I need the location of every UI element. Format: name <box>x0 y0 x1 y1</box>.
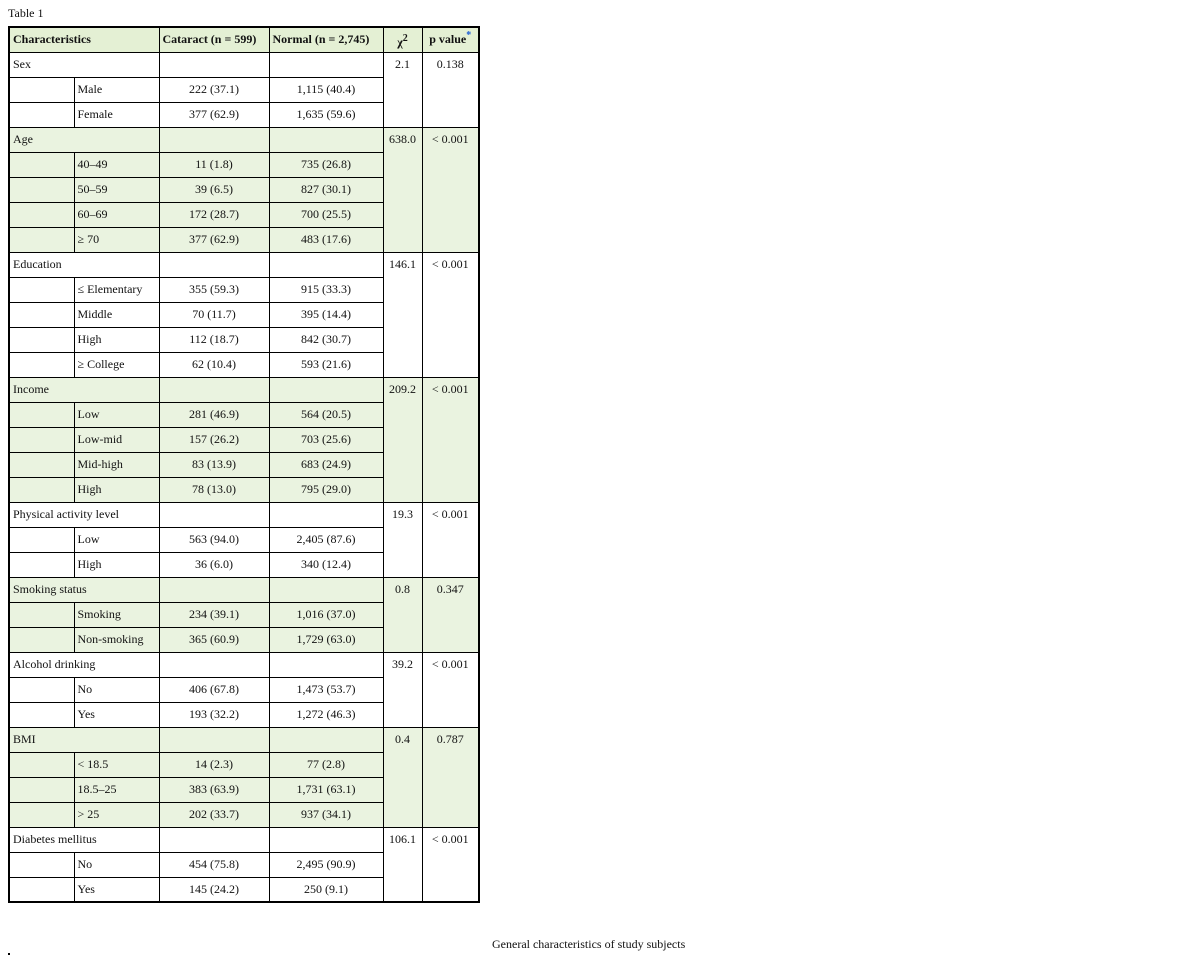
cataract-count: 281 (46.9) <box>159 402 269 427</box>
empty-cell <box>269 652 383 677</box>
group-row <box>9 52 479 77</box>
subcategory-label: High <box>74 477 159 502</box>
cataract-count: 83 (13.9) <box>159 452 269 477</box>
p-value: < 0.001 <box>422 652 479 727</box>
empty-cell <box>159 827 269 852</box>
cataract-count: 157 (26.2) <box>159 427 269 452</box>
normal-count: 915 (33.3) <box>269 277 383 302</box>
chi-square-value: 146.1 <box>383 252 422 377</box>
p-value-label: p value <box>429 32 467 46</box>
normal-count: 77 (2.8) <box>269 752 383 777</box>
normal-count: 1,473 (53.7) <box>269 677 383 702</box>
indent-cell <box>9 852 74 877</box>
cataract-count: 222 (37.1) <box>159 77 269 102</box>
cataract-count: 365 (60.9) <box>159 627 269 652</box>
normal-count: 1,635 (59.6) <box>269 102 383 127</box>
cataract-count: 406 (67.8) <box>159 677 269 702</box>
cataract-count: 36 (6.0) <box>159 552 269 577</box>
subcategory-label: Non-smoking <box>74 627 159 652</box>
normal-count: 937 (34.1) <box>269 802 383 827</box>
cataract-count: 11 (1.8) <box>159 152 269 177</box>
subcategory-label: Low <box>74 527 159 552</box>
indent-cell <box>9 302 74 327</box>
empty-cell <box>269 52 383 77</box>
cataract-count: 78 (13.0) <box>159 477 269 502</box>
subcategory-label: ≥ College <box>74 352 159 377</box>
subcategory-label: ≥ 70 <box>74 227 159 252</box>
group-label: Smoking status <box>9 577 159 602</box>
header-normal: Normal (n = 2,745) <box>269 27 383 52</box>
cataract-count: 383 (63.9) <box>159 777 269 802</box>
header-characteristics: Characteristics <box>9 27 159 52</box>
group-label: Diabetes mellitus <box>9 827 159 852</box>
subcategory-label: Smoking <box>74 602 159 627</box>
normal-count: 735 (26.8) <box>269 152 383 177</box>
cataract-count: 70 (11.7) <box>159 302 269 327</box>
cataract-count: 193 (32.2) <box>159 702 269 727</box>
table-caption: General characteristics of study subjects <box>492 937 686 951</box>
cataract-count: 62 (10.4) <box>159 352 269 377</box>
indent-cell <box>9 777 74 802</box>
page-dot <box>8 953 10 955</box>
group-label: Age <box>9 127 159 152</box>
subcategory-label: Low-mid <box>74 427 159 452</box>
group-label: BMI <box>9 727 159 752</box>
cataract-count: 202 (33.7) <box>159 802 269 827</box>
normal-count: 250 (9.1) <box>269 877 383 902</box>
p-value: < 0.001 <box>422 502 479 577</box>
indent-cell <box>9 552 74 577</box>
header-row <box>9 27 479 52</box>
normal-count: 703 (25.6) <box>269 427 383 452</box>
cataract-count: 112 (18.7) <box>159 327 269 352</box>
subcategory-label: High <box>74 327 159 352</box>
indent-cell <box>9 627 74 652</box>
indent-cell <box>9 227 74 252</box>
normal-count: 842 (30.7) <box>269 327 383 352</box>
normal-count: 564 (20.5) <box>269 402 383 427</box>
subcategory-label: No <box>74 852 159 877</box>
chi-square-value: 19.3 <box>383 502 422 577</box>
p-value: < 0.001 <box>422 377 479 502</box>
subcategory-label: Low <box>74 402 159 427</box>
cataract-count: 39 (6.5) <box>159 177 269 202</box>
cataract-count: 14 (2.3) <box>159 752 269 777</box>
chi-square-value: 0.8 <box>383 577 422 652</box>
normal-count: 827 (30.1) <box>269 177 383 202</box>
cataract-count: 172 (28.7) <box>159 202 269 227</box>
empty-cell <box>159 727 269 752</box>
empty-cell <box>159 252 269 277</box>
empty-cell <box>159 652 269 677</box>
indent-cell <box>9 752 74 777</box>
subcategory-label: High <box>74 552 159 577</box>
subcategory-label: ≤ Elementary <box>74 277 159 302</box>
chi-square-value: 106.1 <box>383 827 422 902</box>
chi-square-value: 209.2 <box>383 377 422 502</box>
table-body <box>9 52 479 902</box>
header-p-value <box>422 27 479 52</box>
subcategory-label: > 25 <box>74 802 159 827</box>
normal-count: 593 (21.6) <box>269 352 383 377</box>
indent-cell <box>9 702 74 727</box>
subcategory-label: Male <box>74 77 159 102</box>
chi-square-value: 0.4 <box>383 727 422 827</box>
table-label: Table 1 <box>8 6 44 20</box>
indent-cell <box>9 202 74 227</box>
subcategory-label: Middle <box>74 302 159 327</box>
group-row <box>9 827 479 852</box>
p-value: < 0.001 <box>422 127 479 252</box>
normal-count: 1,729 (63.0) <box>269 627 383 652</box>
chi-square-value: 2.1 <box>383 52 422 127</box>
normal-count: 2,405 (87.6) <box>269 527 383 552</box>
normal-count: 483 (17.6) <box>269 227 383 252</box>
characteristics-table <box>8 26 480 903</box>
chi-superscript: 2 <box>402 33 408 44</box>
cataract-count: 355 (59.3) <box>159 277 269 302</box>
normal-count: 2,495 (90.9) <box>269 852 383 877</box>
indent-cell <box>9 152 74 177</box>
cataract-count: 377 (62.9) <box>159 102 269 127</box>
indent-cell <box>9 402 74 427</box>
indent-cell <box>9 802 74 827</box>
normal-count: 683 (24.9) <box>269 452 383 477</box>
normal-count: 700 (25.5) <box>269 202 383 227</box>
group-row <box>9 652 479 677</box>
normal-count: 1,731 (63.1) <box>269 777 383 802</box>
indent-cell <box>9 477 74 502</box>
header-cataract: Cataract (n = 599) <box>159 27 269 52</box>
indent-cell <box>9 177 74 202</box>
group-row <box>9 252 479 277</box>
indent-cell <box>9 352 74 377</box>
empty-cell <box>269 827 383 852</box>
indent-cell <box>9 452 74 477</box>
empty-cell <box>269 377 383 402</box>
p-value: 0.138 <box>422 52 479 127</box>
subcategory-label: 60–69 <box>74 202 159 227</box>
normal-count: 395 (14.4) <box>269 302 383 327</box>
group-label: Education <box>9 252 159 277</box>
cataract-count: 377 (62.9) <box>159 227 269 252</box>
cataract-count: 454 (75.8) <box>159 852 269 877</box>
subcategory-label: No <box>74 677 159 702</box>
group-row <box>9 727 479 752</box>
subcategory-label: < 18.5 <box>74 752 159 777</box>
subcategory-label: Mid-high <box>74 452 159 477</box>
footnote-marker[interactable]: * <box>466 30 472 41</box>
empty-cell <box>159 502 269 527</box>
empty-cell <box>269 252 383 277</box>
subcategory-label: 40–49 <box>74 152 159 177</box>
cataract-count: 234 (39.1) <box>159 602 269 627</box>
indent-cell <box>9 427 74 452</box>
group-row <box>9 502 479 527</box>
cataract-count: 145 (24.2) <box>159 877 269 902</box>
group-row <box>9 377 479 402</box>
subcategory-label: Yes <box>74 702 159 727</box>
normal-count: 1,016 (37.0) <box>269 602 383 627</box>
empty-cell <box>269 502 383 527</box>
indent-cell <box>9 77 74 102</box>
empty-cell <box>269 577 383 602</box>
group-label: Physical activity level <box>9 502 159 527</box>
chi-square-value: 638.0 <box>383 127 422 252</box>
subcategory-label: 18.5–25 <box>74 777 159 802</box>
header-chi-square <box>383 27 422 52</box>
p-value: 0.787 <box>422 727 479 827</box>
indent-cell <box>9 527 74 552</box>
indent-cell <box>9 102 74 127</box>
group-row <box>9 127 479 152</box>
empty-cell <box>159 577 269 602</box>
subcategory-label: 50–59 <box>74 177 159 202</box>
normal-count: 1,115 (40.4) <box>269 77 383 102</box>
empty-cell <box>159 52 269 77</box>
group-row <box>9 577 479 602</box>
p-value: 0.347 <box>422 577 479 652</box>
indent-cell <box>9 602 74 627</box>
empty-cell <box>269 727 383 752</box>
normal-count: 340 (12.4) <box>269 552 383 577</box>
subcategory-label: Yes <box>74 877 159 902</box>
group-label: Alcohol drinking <box>9 652 159 677</box>
group-label: Income <box>9 377 159 402</box>
chi-square-value: 39.2 <box>383 652 422 727</box>
empty-cell <box>159 377 269 402</box>
indent-cell <box>9 277 74 302</box>
p-value: < 0.001 <box>422 827 479 902</box>
cataract-count: 563 (94.0) <box>159 527 269 552</box>
p-value: < 0.001 <box>422 252 479 377</box>
indent-cell <box>9 677 74 702</box>
subcategory-label: Female <box>74 102 159 127</box>
group-label: Sex <box>9 52 159 77</box>
empty-cell <box>159 127 269 152</box>
empty-cell <box>269 127 383 152</box>
normal-count: 1,272 (46.3) <box>269 702 383 727</box>
indent-cell <box>9 327 74 352</box>
normal-count: 795 (29.0) <box>269 477 383 502</box>
indent-cell <box>9 877 74 902</box>
chi-symbol: χ <box>397 35 403 49</box>
